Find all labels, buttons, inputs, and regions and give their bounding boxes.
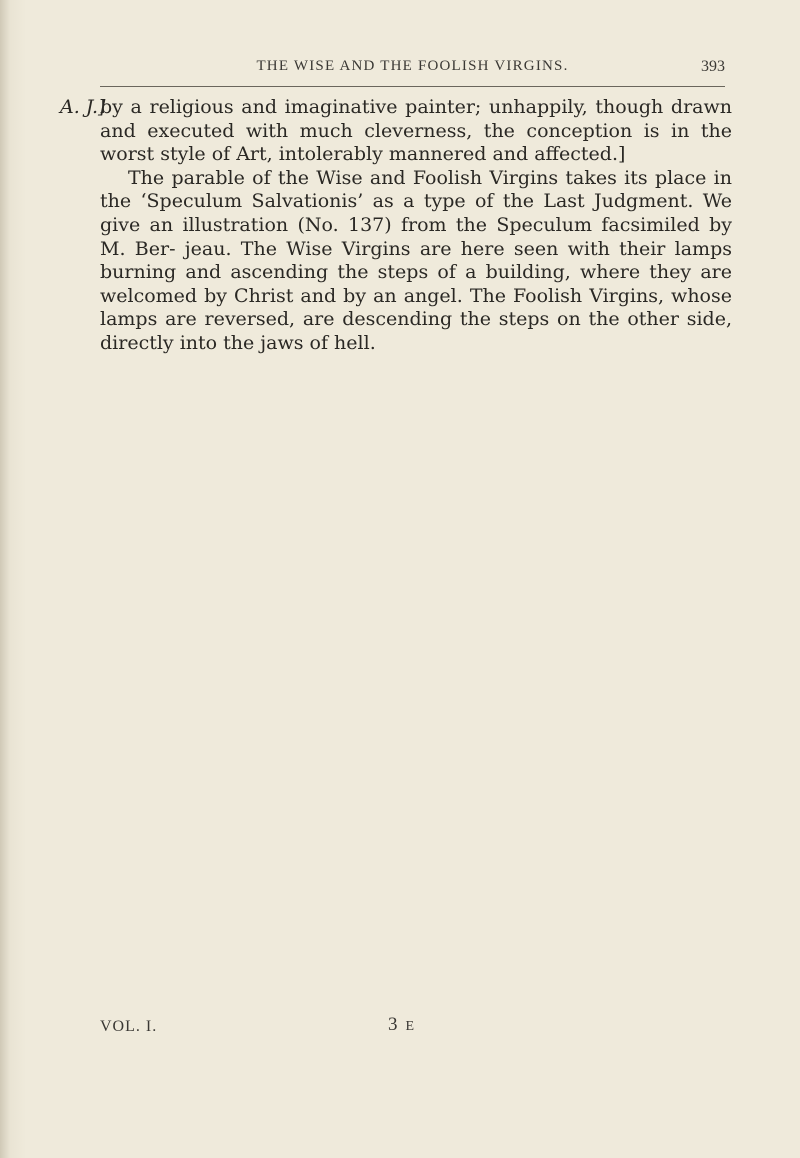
paragraph-1: by a religious and imaginative painter; unhappily, though drawn and executed with much cleverness, the conception is in the worst style of Art, intolerably mannered and affected.] <box>100 96 732 166</box>
header-rule <box>100 86 725 87</box>
running-head <box>100 52 725 82</box>
body-text <box>100 96 732 356</box>
author-signature: A. J.] <box>60 96 106 118</box>
paragraph-2: The parable of the Wise and Foolish Virgins takes its place in the ‘Speculum Salvationis’ as a type of the Last Judgment. We give an illustration (No. 137) from the Speculum facsimiled by M. Ber- jeau. The Wise Virgins are here seen with their lamps burning and ascending the steps of a building, where they are welcomed by Christ and by an angel. The Foolish Virgins, whose lamps are reversed, are descending the steps on the other side, directly into the jaws of hell. <box>100 166 732 354</box>
signature-number: 3 <box>388 1014 398 1035</box>
volume-mark: VOL. I. <box>100 1018 158 1035</box>
page-number: 393 <box>701 58 725 75</box>
running-title: THE WISE AND THE FOOLISH VIRGINS. <box>256 58 569 74</box>
signature-mark <box>388 1014 415 1036</box>
signature-letter: E <box>405 1019 416 1034</box>
